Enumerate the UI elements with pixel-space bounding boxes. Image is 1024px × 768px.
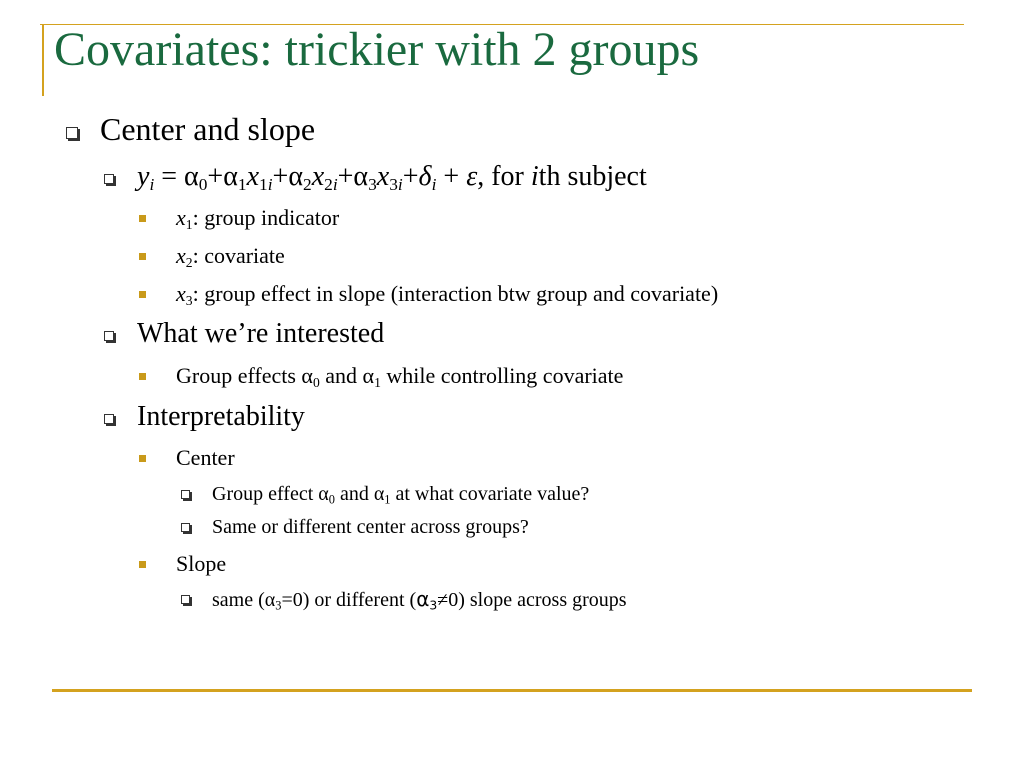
hollow-square-bullet-icon (181, 595, 190, 604)
bullet-interpretability: Interpretability (137, 401, 305, 432)
filled-square-bullet-icon (139, 253, 146, 260)
x2-var: x (176, 243, 186, 268)
x2-text: : covariate (192, 243, 285, 268)
slope-q-b: =0) or different ( (281, 589, 417, 611)
filled-square-bullet-icon (139, 215, 146, 222)
bottom-rule (52, 689, 972, 692)
bullet-slope-q: same $(\alpha_3=0)$ or different $(\alpha_3\ne 0)$ slope across groups (212, 587, 627, 613)
hollow-square-bullet-icon (104, 174, 114, 184)
x3-var: x (176, 281, 186, 306)
hollow-square-bullet-icon (181, 490, 190, 499)
filled-square-bullet-icon (139, 373, 146, 380)
model-suffix: , for (477, 161, 531, 192)
bullet-center-and-slope: Center and slope (100, 111, 316, 147)
bullet-center: Center (176, 445, 235, 470)
model-tail: th subject (538, 161, 647, 192)
slope-q-c: ≠0) slope across groups (437, 589, 627, 611)
model-equation: $y_i = \alpha_0+\alpha_1x_{1i}+\alpha_2x_{2i}+\alpha_3x_{3i}+\delta_i + \varepsilon$ (137, 161, 478, 194)
filled-square-bullet-icon (139, 561, 146, 568)
bullet-interested: What we’re interested (137, 318, 385, 349)
slide-title: Covariates: trickier with 2 groups (54, 23, 700, 76)
hollow-square-bullet-icon (104, 414, 114, 424)
slope-q-a: same (α (212, 589, 276, 611)
group-effects-and: and α (319, 363, 375, 388)
bullet-x3: $x_3$: group effect in slope (interaction btw group and covariate) (176, 281, 719, 308)
center-q1-a: Group effect α (212, 483, 329, 505)
hollow-square-bullet-icon (104, 331, 114, 341)
hollow-square-bullet-icon (181, 523, 190, 532)
left-rule (42, 24, 44, 96)
bullet-group-effects: Group effects $\alpha_0$ and $\alpha_1$ while controlling covariate (176, 363, 624, 390)
model-i: i (530, 161, 539, 192)
bullet-model-equation (137, 160, 647, 194)
bullet-slope: Slope (176, 551, 227, 576)
slope-alpha: α (416, 587, 430, 611)
hollow-square-bullet-icon (66, 127, 78, 139)
bullet-center-q2: Same or different center across groups? (212, 516, 529, 538)
group-effects-a: Group effects α (176, 363, 313, 388)
bullet-center-q1: Group effect $\alpha_0$ and $\alpha_1$ at what covariate value? (212, 483, 590, 507)
bullet-x2: $x_2$: covariate (176, 243, 285, 270)
x1-var: x (176, 205, 186, 230)
x1-text: : group indicator (192, 205, 340, 230)
center-q1-b: and α (334, 483, 385, 505)
x3-text: : group effect in slope (interaction btw group and covariate) (192, 281, 719, 306)
center-q1-c: at what covariate value? (390, 483, 590, 505)
bullet-x1: $x_1$: group indicator (176, 205, 340, 232)
filled-square-bullet-icon (139, 291, 146, 298)
filled-square-bullet-icon (139, 455, 146, 462)
group-effects-tail: while controlling covariate (380, 363, 624, 388)
